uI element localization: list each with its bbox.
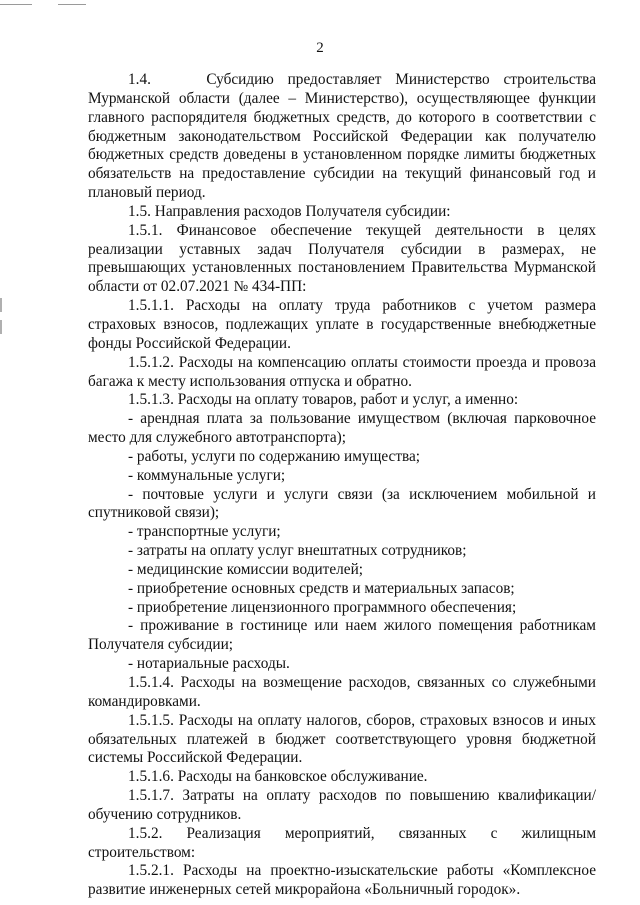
list-item: - приобретение основных средств и материальных запасов;	[128, 579, 515, 597]
list-item: - работы, услуги по содержанию имущества;	[128, 447, 421, 465]
scan-edge-mark	[0, 298, 2, 312]
paragraph-1-5-1-3: 1.5.1.3. Расходы на оплату товаров, работ и услуг, а именно:	[128, 391, 519, 409]
list-item: - проживание в гостинице или наем жилого помещения работникам Получателя субсидии;	[88, 617, 596, 654]
paragraph-1-5-2-1: 1.5.2.1. Расходы на проектно-изыскательские работы «Комплексное развитие инженерных сетей микрорайона «Больничный городок».	[88, 862, 596, 899]
paragraph-1-5-1-7: 1.5.1.7. Затраты на оплату расходов по повышению квалификации/обучению сотрудников.	[88, 787, 596, 823]
list-item: - медицинские комиссии водителей;	[128, 560, 364, 578]
page-number: 2	[316, 40, 324, 56]
list-item: - арендная плата за пользование имуществом (включая парковочное место для служебного автотранспорта);	[88, 410, 596, 447]
list-item: - коммунальные услуги;	[128, 466, 286, 484]
paragraph-1-5-1-2: 1.5.1.2. Расходы на компенсацию оплаты стоимости проезда и провоза багажа к месту использования отпуска и обратно.	[88, 353, 596, 390]
paragraph-1-5-1-1: 1.5.1.1. Расходы на оплату труда работников с учетом размера страховых взносов, подлежащих уплате в государственные внебюджетные фонды Российской Федерации.	[88, 297, 596, 352]
scan-top-rule	[0, 4, 32, 5]
scan-edge-mark	[0, 320, 2, 334]
list-item: - нотариальные расходы.	[128, 655, 290, 673]
document-body	[88, 71, 596, 900]
list-item: - почтовые услуги и услуги связи (за исключением мобильной и спутниковой связи);	[88, 485, 596, 522]
scan-top-rule	[58, 4, 86, 5]
paragraph-1-4: 1.4. Субсидию предоставляет Министерство строительства Мурманской области (далее – Министерство), осуществляющее функции главного распорядителя бюджетных средств, до которого в соответствии с бюджетным законодательством Российской Федерации как получателю бюджетных средств доведены в установленном порядке лимиты бюджетных обязательств на предоставление субсидии на текущий финансовый год и плановый период.	[88, 71, 596, 202]
paragraph-1-5-1-5: 1.5.1.5. Расходы на оплату налогов, сборов, страховых взносов и иных обязательных платежей в бюджет соответствующего уровня бюджетной системы Российской Федерации.	[88, 711, 596, 767]
list-item: - транспортные услуги;	[128, 523, 281, 541]
paragraph-1-5-1-6: 1.5.1.6. Расходы на банковское обслуживание.	[128, 768, 428, 786]
list-item: - затраты на оплату услуг внештатных сотрудников;	[128, 542, 467, 560]
paragraph-1-5-1-4: 1.5.1.4. Расходы на возмещение расходов, связанных со служебными командировками.	[88, 674, 596, 710]
list-item: - приобретение лицензионного программного обеспечения;	[128, 598, 517, 616]
paragraph-1-5-2: 1.5.2. Реализация мероприятий, связанных с жилищным строительством:	[88, 824, 596, 861]
paragraph-1-5-1: 1.5.1. Финансовое обеспечение текущей деятельности в целях реализации уставных задач Получателя субсидии в размерах, не превышающих установленных постановлением Правительства Мурманской области от 02.07.2021 № 434-ПП:	[88, 221, 596, 296]
paragraph-1-5: 1.5. Направления расходов Получателя субсидии:	[128, 202, 451, 220]
